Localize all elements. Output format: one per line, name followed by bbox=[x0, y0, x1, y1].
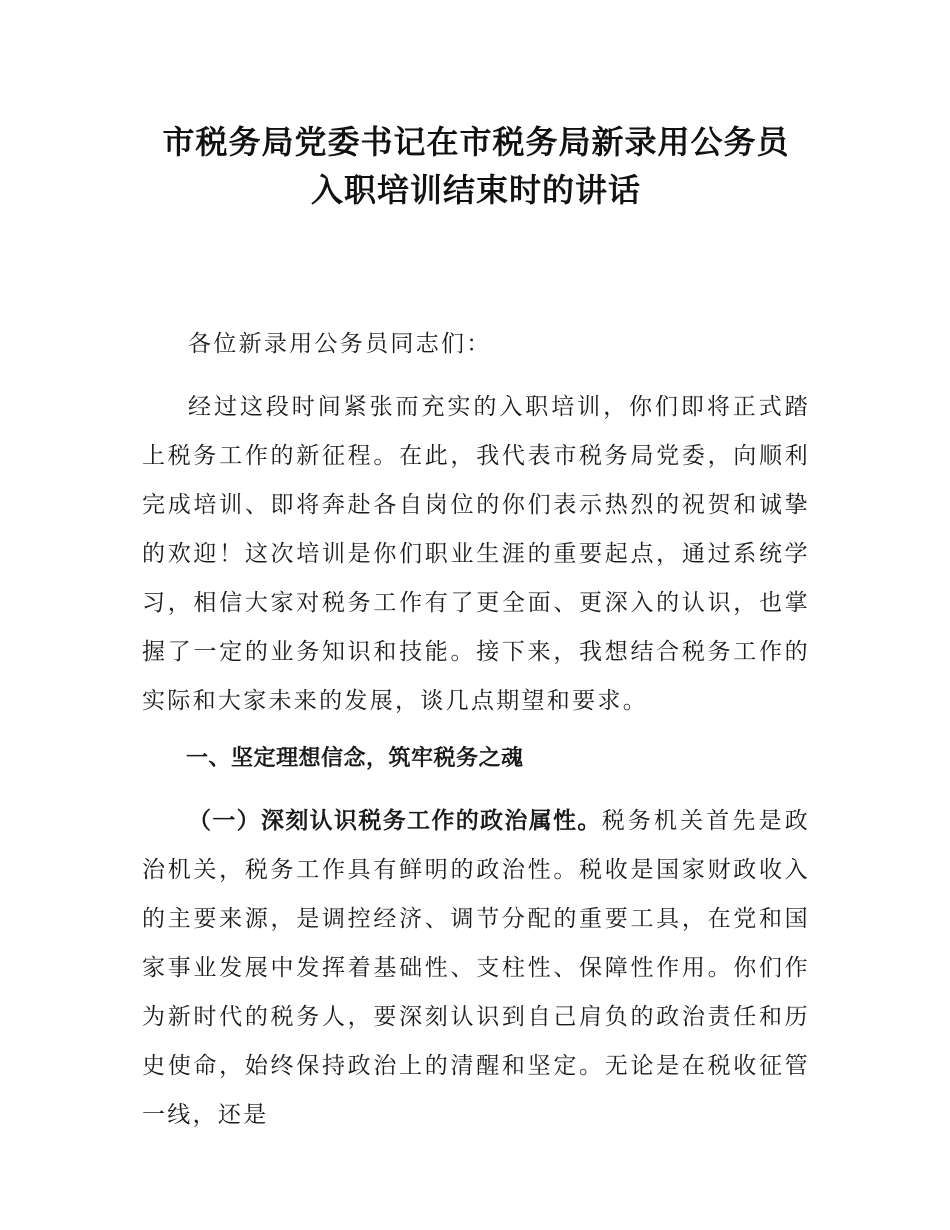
section-heading-1: 一、坚定理想信念，筑牢税务之魂 bbox=[186, 746, 524, 771]
paragraph-intro: 经过这段时间紧张而充实的入职培训，你们即将正式踏上税务工作的新征程。在此，我代表市税务局党委，向顺利完成培训、即将奔赴各自岗位的你们表示热烈的祝贺和诚挚的欢迎！这次培训是你们职业生涯的重要起点，通过系统学习，相信大家对税务工作有了更全面、更深入的认识，也掌握了一定的业务知识和技能。接下来，我想结合税务工作的实际和大家未来的发展，谈几点期望和要求。 bbox=[142, 394, 810, 714]
subsection-title-1: （一）深刻认识税务工作的政治属性。 bbox=[188, 808, 602, 834]
title-line-1: 市税务局党委书记在市税务局新录用公务员 bbox=[162, 123, 790, 161]
paragraph-sub1 bbox=[142, 797, 810, 1140]
greeting: 各位新录用公务员同志们： bbox=[188, 331, 492, 357]
subsection-text-1: 税务机关首先是政治机关，税务工作具有鲜明的政治性。税收是国家财政收入的主要来源，是调控经济、调节分配的重要工具，在党和国家事业发展中发挥着基础性、支柱性、保障性作用。你们作为新时代的税务人，要深刻认识到自己肩负的政治责任和历史使命，始终保持政治上的清醒和坚定。无论是在税收征管一线，还是 bbox=[142, 808, 810, 1128]
document-title bbox=[142, 0, 810, 214]
document-body bbox=[142, 320, 810, 1140]
title-line-2: 入职培训结束时的讲话 bbox=[310, 171, 641, 209]
